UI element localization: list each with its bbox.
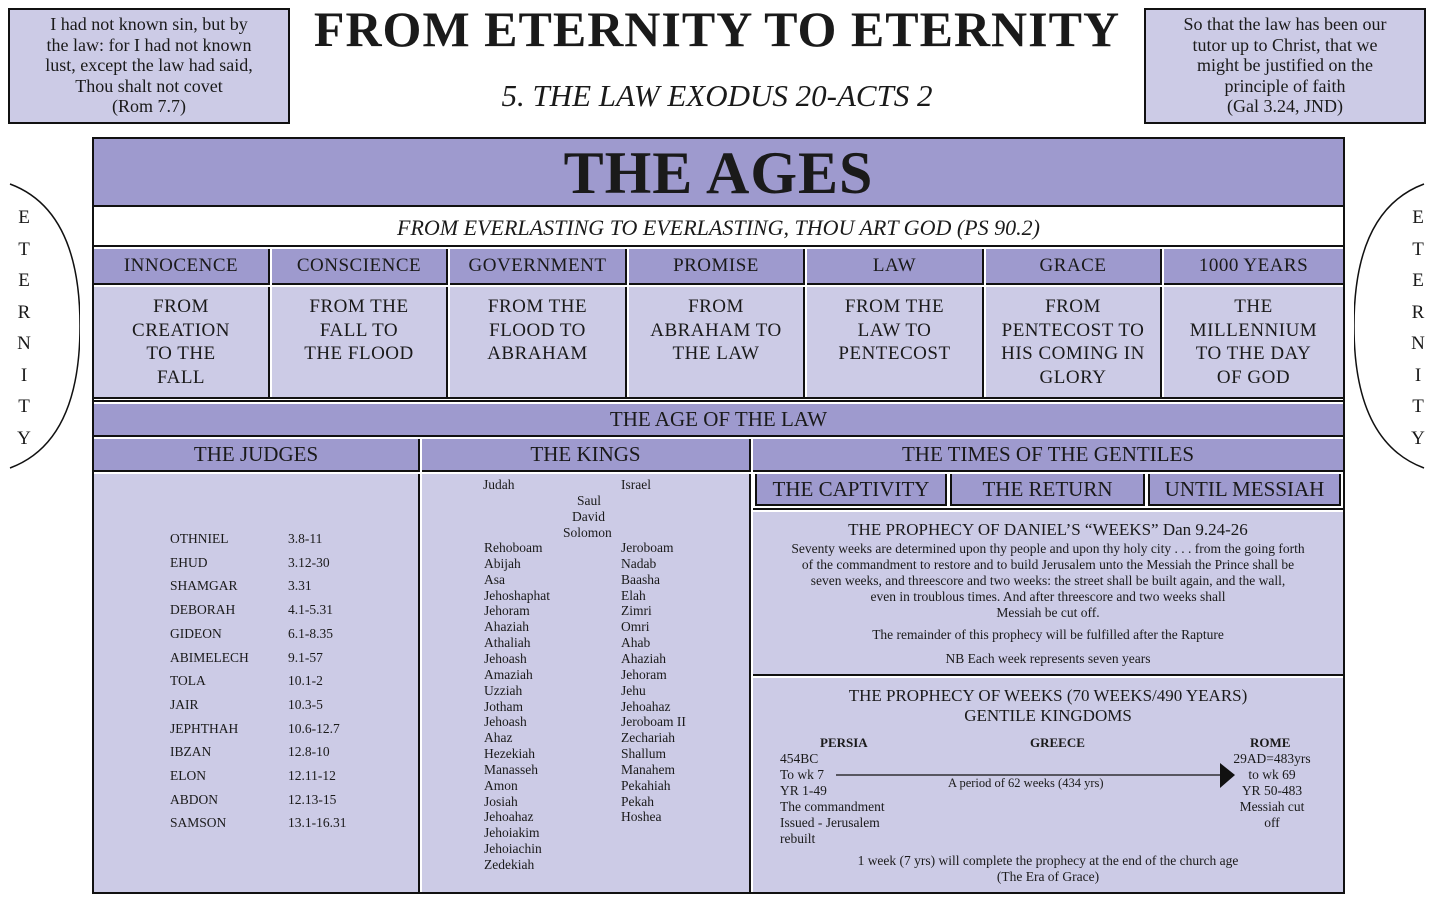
law-age-title: THE AGE OF THE LAW — [94, 404, 1343, 437]
age-header-1000-years: 1000 YEARS — [1164, 249, 1343, 285]
judge-name: SHAMGAR — [170, 578, 238, 594]
king-judah: Jehoash — [484, 714, 527, 730]
king-israel: Jehoahaz — [621, 698, 671, 714]
weeks-footer: 1 week (7 yrs) will complete the prophecy at the end of the church age (The Era of Grace) — [857, 853, 1239, 884]
king-israel: Pekah — [621, 793, 654, 809]
king-israel: Jeroboam — [621, 540, 674, 555]
judge-reference: 4.1-5.31 — [288, 602, 333, 618]
age-body-law: FROM THE LAW TO PENTECOST — [807, 287, 984, 397]
judge-name: SAMSON — [170, 815, 227, 831]
age-body-conscience: FROM THE FALL TO THE FLOOD — [272, 287, 448, 397]
king-israel: Zimri — [621, 603, 652, 619]
king-judah: Jehoahaz — [484, 809, 534, 825]
judge-reference: 6.1-8.35 — [288, 625, 333, 641]
daniel-title: THE PROPHECY OF DANIEL’S “WEEKS” Dan 9.24-26 — [848, 520, 1248, 539]
king-judah: Jehoiakim — [484, 825, 540, 841]
ages-columns — [94, 249, 1343, 397]
judge-name: JEPHTHAH — [170, 720, 239, 736]
king-judah: Jehoash — [484, 650, 527, 666]
judge-reference: 12.11-12 — [288, 768, 336, 783]
weeks-greece-label: GREECE — [1030, 735, 1085, 750]
kings-united-3: Solomon — [563, 525, 612, 540]
king-judah: Rehoboam — [484, 540, 543, 555]
kings-united-1: Saul — [577, 493, 602, 508]
weeks-persia-label: PERSIA — [820, 735, 868, 750]
tab-captivity: THE CAPTIVITY — [755, 474, 947, 506]
weeks-right-notes: 29AD=483yrs to wk 69 YR 50-483 Messiah cut off — [1233, 751, 1311, 830]
judge-reference: 12.8-10 — [288, 744, 330, 760]
weeks-left-notes: 454BC To wk 7 YR 1-49 The commandment Issued - Jerusalem rebuilt — [780, 751, 885, 846]
kings-israel-label: Israel — [621, 477, 651, 492]
king-israel: Elah — [621, 587, 646, 603]
king-judah: Jehoram — [484, 603, 530, 619]
king-israel: Ahaziah — [621, 650, 666, 666]
king-judah: Jotham — [484, 698, 523, 714]
eternity-left: E T E R N I T Y — [17, 207, 31, 449]
king-judah: Ahaz — [484, 730, 513, 746]
king-israel: Pekahiah — [621, 777, 671, 793]
age-header-conscience: CONSCIENCE — [272, 249, 448, 285]
quote-right-box: So that the law has been our tutor up to Christ, that we might be justified on the principle of faith (Gal 3.24, JND) — [1144, 8, 1426, 124]
tab-until-messiah: UNTIL MESSIAH — [1148, 474, 1341, 506]
age-header-law: LAW — [807, 249, 984, 285]
judge-name: IBZAN — [170, 744, 212, 760]
daniel-note-rapture: The remainder of this prophecy will be fulfilled after the Rapture — [872, 627, 1224, 642]
tab-return: THE RETURN — [950, 474, 1145, 506]
king-israel: Omri — [621, 619, 650, 635]
age-body-promise: FROM ABRAHAM TO THE LAW — [629, 287, 805, 397]
judge-reference: 9.1-57 — [288, 649, 323, 665]
judge-reference: 10.6-12.7 — [288, 720, 340, 736]
king-judah: Amaziah — [484, 666, 533, 682]
judge-name: EHUD — [170, 554, 208, 570]
ages-title: THE AGES — [563, 140, 874, 206]
age-header-grace: GRACE — [986, 249, 1162, 285]
judges-title: THE JUDGES — [94, 439, 420, 472]
judge-name: ABDON — [170, 791, 219, 807]
daniel-text: Seventy weeks are determined upon thy people and upon thy holy city . . . from the going forth of the commandment to restore and to build Jerusalem unto the Messiah the Prince shall be seven weeks, and threescore and two weeks: the street shall be built again, and the wall, even in troublous times. And after threescore and two weeks shall Messiah be cut off. — [791, 541, 1305, 620]
age-body-1000-years: THE MILLENNIUM TO THE DAY OF GOD — [1164, 287, 1343, 397]
weeks-arrow-label: A period of 62 weeks (434 yrs) — [948, 776, 1104, 790]
quote-left-box: I had not known sin, but by the law: for I had not known lust, except the law had said, Thou shalt not covet (Rom 7.7) — [8, 8, 290, 124]
age-body-grace: FROM PENTECOST TO HIS COMING IN GLORY — [986, 287, 1162, 397]
king-judah: Jehoiachin — [484, 841, 542, 857]
king-israel: Jehu — [621, 682, 646, 698]
judge-name: TOLA — [170, 673, 206, 689]
judge-reference: 3.12-30 — [288, 554, 330, 570]
king-judah: Asa — [484, 571, 505, 587]
judge-reference: 3.31 — [288, 578, 312, 594]
king-israel: Shallum — [621, 746, 667, 762]
page-subtitle: 5. THE LAW EXODUS 20-ACTS 2 — [501, 78, 933, 113]
judge-name: DEBORAH — [170, 602, 236, 618]
king-judah: Amon — [484, 777, 518, 793]
age-body-government: FROM THE FLOOD TO ABRAHAM — [450, 287, 627, 397]
eternity-right: E T E R N I T Y — [1411, 207, 1425, 449]
judge-reference: 10.3-5 — [288, 696, 323, 712]
age-header-innocence: INNOCENCE — [94, 249, 270, 285]
judge-name: ELON — [170, 768, 206, 783]
king-judah: Uzziah — [484, 682, 523, 698]
judge-name: GIDEON — [170, 625, 222, 641]
judges-list — [94, 474, 420, 892]
king-israel: Jehoram — [621, 666, 667, 682]
king-judah: Jehoshaphat — [484, 587, 550, 603]
judge-reference: 12.13-15 — [288, 791, 337, 807]
king-judah: Ahaziah — [484, 619, 529, 635]
king-judah: Josiah — [484, 793, 518, 809]
age-body-innocence: FROM CREATION TO THE FALL — [94, 287, 270, 397]
king-judah: Zedekiah — [484, 857, 535, 872]
judge-name: OTHNIEL — [170, 531, 229, 546]
kings-title: THE KINGS — [422, 439, 751, 472]
age-header-government: GOVERNMENT — [450, 249, 627, 285]
kings-judah-label: Judah — [483, 477, 515, 492]
ages-verse: FROM EVERLASTING TO EVERLASTING, THOU ART GOD (PS 90.2) — [94, 209, 1343, 247]
king-israel: Jeroboam II — [621, 714, 686, 730]
weeks-rome-label: ROME — [1250, 735, 1291, 750]
king-israel: Nadab — [621, 555, 657, 571]
judge-name: ABIMELECH — [170, 649, 249, 665]
kings-united-2: David — [572, 509, 605, 524]
gentiles-title: THE TIMES OF THE GENTILES — [753, 439, 1343, 472]
page-title: FROM ETERNITY TO ETERNITY — [313, 1, 1121, 57]
king-judah: Athaliah — [484, 635, 531, 651]
daniel-note-week: NB Each week represents seven years — [945, 651, 1151, 666]
king-israel: Manahem — [621, 761, 675, 777]
section-divider — [94, 397, 1343, 402]
king-israel: Hoshea — [621, 809, 662, 825]
king-israel: Ahab — [621, 635, 651, 651]
king-judah: Abijah — [484, 555, 521, 571]
judge-name: JAIR — [170, 696, 199, 712]
age-header-promise: PROMISE — [629, 249, 805, 285]
judge-reference: 13.1-16.31 — [288, 815, 347, 831]
king-israel: Zechariah — [621, 730, 675, 746]
king-judah: Manasseh — [484, 761, 538, 777]
judge-reference: 10.1-2 — [288, 673, 323, 689]
king-israel: Baasha — [621, 571, 660, 587]
weeks-title: THE PROPHECY OF WEEKS (70 WEEKS/490 YEARS) GENTILE KINGDOMS — [848, 686, 1248, 725]
king-judah: Hezekiah — [484, 746, 535, 762]
judge-reference: 3.8-11 — [288, 531, 323, 546]
